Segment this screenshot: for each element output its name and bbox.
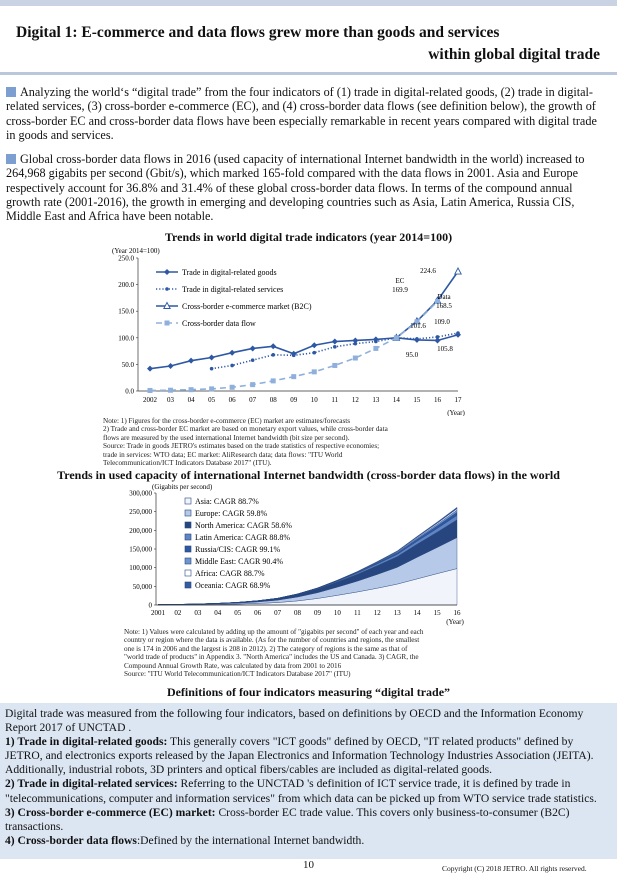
- data-point-square: [373, 346, 378, 351]
- legend-label: Europe: CAGR 59.8%: [195, 509, 268, 518]
- header-bottom-rule: [0, 72, 617, 75]
- data-point-dot: [210, 367, 214, 371]
- chart2-note-line: Note: 1) Values were calculated by adding up the amount of "gigabits per second" of each year and each: [124, 628, 424, 636]
- intro-paragraph-1: [6, 85, 609, 142]
- chart1-note-line: trade in services: WTO data; EC market: AliResearch data; data flows: "ITU World: [103, 450, 343, 459]
- data-point-dot: [251, 358, 255, 362]
- x-tick-label: 13: [372, 396, 380, 404]
- definition-head: 2) Trade in digital-related services:: [5, 777, 178, 791]
- definitions-intro: Digital trade was measured from the following four indicators, based on definitions by OECD and the Information Economy Report 2017 of UNCTAD .: [5, 707, 584, 735]
- intro-text-2: Global cross-border data flows in 2016 (used capacity of international Internet bandwidth in the world) increased to 264,968 gigabits per second (Gbit/s), which marked 165-fold compared with the data flows in 2001. Asia and Europe respectively account for 36.8% and 31.4% of these global cross-border data flows. In terms of the compound annual growth rate (2001-2016), the growth in emerging and developing countries such as Asia, Latin America, Russia CIS, Middle East and Africa have been notable.: [6, 152, 585, 224]
- y-unit-label: (Gigabits per second): [152, 483, 213, 491]
- x-tick-label: 13: [393, 609, 401, 617]
- x-tick-label: 17: [454, 396, 462, 404]
- y-tick-label: 200.0: [118, 281, 134, 290]
- y-tick-label: 100.0: [118, 334, 134, 343]
- data-point-dot: [165, 287, 169, 291]
- x-tick-label: 16: [453, 609, 461, 617]
- y-tick-label: 300,000: [129, 489, 152, 498]
- legend-label: Trade in digital-related services: [182, 285, 284, 294]
- data-point-square: [271, 378, 276, 383]
- x-tick-label: 02: [174, 609, 182, 617]
- chart2-note-line: country or region where the data is available. (As for the number of countries and regions, the smallest: [124, 636, 420, 645]
- data-point-square: [165, 321, 170, 326]
- x-tick-label: 15: [433, 609, 441, 617]
- chart2-note-line: one is 174 in 2006 and the largest is 208 in 2012). 2) The category of regions is the same as that of: [124, 644, 408, 653]
- chart1-note-line: flows are measured by the used international Internet bandwidth (bit size per second).: [103, 433, 350, 442]
- annotation-value: 169.9: [392, 286, 408, 294]
- data-point-square: [148, 388, 153, 393]
- definition-head: 4) Cross-border data flows: [5, 833, 137, 847]
- series-cross-border-data-flow: [148, 299, 440, 393]
- definition-head: 3) Cross-border e-commerce (EC) market:: [5, 805, 216, 819]
- y-tick-label: 250.0: [118, 254, 134, 263]
- chart1-notes: [103, 417, 463, 467]
- data-point-square: [168, 388, 173, 393]
- chart2-svg: [100, 481, 475, 627]
- annotation-value: 109.0: [434, 318, 450, 326]
- x-tick-label: 07: [249, 396, 257, 404]
- x-tick-label: 07: [274, 609, 282, 617]
- data-point-diamond: [332, 339, 338, 345]
- data-point-diamond: [270, 343, 276, 349]
- data-point-square: [189, 387, 194, 392]
- legend-label: Trade in digital-related goods: [182, 268, 277, 277]
- data-point-dot: [271, 353, 275, 357]
- copyright: Copyright (C) 2018 JETRO. All rights reserved.: [442, 864, 587, 873]
- definition-body: This generally covers "ICT goods" defined by OECD, "IT related products" defined by JETRO, and electronics exports released by the Japan Electronics and Information Technology Industries Association (JEITA). Additionally, industrial robots, 3D printers and optical fibers/cables are included as digital-related goods.: [5, 735, 594, 777]
- legend-swatch: [185, 582, 191, 588]
- x-tick-label: 15: [413, 396, 421, 404]
- definition-head: 1) Trade in digital-related goods:: [5, 735, 168, 749]
- data-point-dot: [312, 351, 316, 355]
- y-tick-label: 50.0: [121, 360, 134, 369]
- legend-swatch: [185, 534, 191, 540]
- data-point-square: [209, 386, 214, 391]
- bullet-square-icon: [6, 87, 16, 97]
- chart2-notes: [124, 628, 469, 678]
- data-point-square: [394, 335, 399, 340]
- data-point-diamond: [311, 342, 317, 348]
- x-unit-label: (Year): [447, 409, 465, 416]
- data-point-diamond: [168, 363, 174, 369]
- x-tick-label: 08: [269, 396, 277, 404]
- data-point-dot: [333, 345, 337, 349]
- header-top-band: [0, 0, 617, 6]
- x-tick-label: 04: [187, 396, 195, 404]
- legend-label: Cross-border data flow: [182, 319, 256, 328]
- bullet-square-icon: [6, 154, 16, 164]
- data-point-square: [353, 356, 358, 361]
- chart1-note-line: Source: Trade in goods JETRO's estimates based on the trade statistics of respective economies;: [103, 442, 380, 451]
- definitions-title: Definitions of four indicators measuring “digital trade”: [166, 685, 451, 699]
- y-tick-label: 0: [148, 601, 152, 610]
- y-tick-label: 200,000: [129, 526, 152, 535]
- data-point-dot: [456, 331, 460, 335]
- x-tick-label: 05: [208, 396, 216, 404]
- definition-body: Referring to the UNCTAD 's definition of ICT service trade, it is defined by trade in "telecommunications, computer and information services" from which data can be picked up from WTO service trade statistics.: [5, 777, 597, 805]
- legend-label: Asia: CAGR 88.7%: [195, 497, 259, 506]
- x-tick-label: 04: [214, 609, 222, 617]
- y-tick-label: 150,000: [129, 545, 152, 554]
- x-unit-label: (Year): [446, 618, 464, 626]
- definition-item: [5, 806, 610, 834]
- x-tick-label: 05: [234, 609, 242, 617]
- legend-swatch: [185, 498, 191, 504]
- legend-label: Middle East: CAGR 90.4%: [195, 557, 283, 566]
- legend-label: Russia/CIS: CAGR 99.1%: [195, 545, 281, 554]
- y-tick-label: 250,000: [129, 508, 152, 517]
- page-number: 10: [303, 859, 314, 871]
- legend-swatch: [185, 558, 191, 564]
- data-point-diamond: [164, 269, 170, 275]
- x-tick-label: 03: [167, 396, 175, 404]
- data-point-dot: [292, 354, 296, 358]
- chart2-title: Trends in used capacity of international Internet bandwidth (cross-border data flows) in the world: [57, 468, 560, 482]
- legend-label: Oceania: CAGR 68.9%: [195, 581, 271, 590]
- data-point-dot: [436, 335, 440, 339]
- definition-item: [5, 834, 610, 848]
- data-point-diamond: [250, 345, 256, 351]
- y-tick-label: 50,000: [132, 582, 152, 591]
- data-point-diamond: [147, 366, 153, 372]
- definition-item: [5, 777, 610, 805]
- x-tick-label: 2002: [143, 396, 157, 404]
- x-tick-label: 11: [331, 396, 339, 404]
- x-tick-label: 16: [433, 396, 441, 404]
- definition-body: Cross-border EC trade value. This covers only business-to-consumer (B2C) transactions.: [5, 805, 570, 833]
- annotation-value: 168.5: [436, 302, 452, 310]
- data-point-dot: [374, 340, 378, 344]
- data-point-square: [312, 369, 317, 374]
- legend-swatch: [185, 570, 191, 576]
- data-point-dot: [354, 342, 358, 346]
- y-tick-label: 100,000: [129, 564, 152, 573]
- x-tick-label: 08: [294, 609, 302, 617]
- data-point-diamond: [229, 350, 235, 356]
- page-title-line1: Digital 1: E-commerce and data flows grew more than goods and services: [16, 24, 500, 41]
- data-point-triangle: [455, 268, 461, 274]
- x-tick-label: 12: [373, 609, 381, 617]
- annotation-label: Data: [437, 293, 451, 301]
- legend-label: Africa: CAGR 88.7%: [195, 569, 265, 578]
- x-tick-label: 11: [353, 609, 361, 617]
- x-tick-label: 12: [351, 396, 359, 404]
- x-tick-label: 10: [310, 396, 318, 404]
- chart2-note-line: Source: "ITU World Telecommunication/ICT Indicators Database 2017" (ITU): [124, 670, 351, 679]
- data-point-dot: [230, 364, 234, 368]
- data-point-square: [230, 385, 235, 390]
- definitions-text: [5, 707, 610, 848]
- data-point-diamond: [209, 354, 215, 360]
- data-point-dot: [415, 337, 419, 341]
- chart1-note-line: Telecommunication/ICT Indicators Database 2017" (ITU).: [103, 459, 272, 468]
- intro-text-1: Analyzing the world‘s “digital trade” from the four indicators of (1) trade in digital-related goods, (2) trade in digital-related services, (3) cross-border e-commerce (EC), and (4) cross-border data flows (see definition below), the growth of cross-border EC and cross-border data flows have been especially remarkable in recent years compared with digital trade in goods and services.: [6, 85, 597, 142]
- x-tick-label: 06: [228, 396, 236, 404]
- chart1-svg: [100, 244, 470, 416]
- x-tick-label: 03: [194, 609, 202, 617]
- chart1-note-line: 2) Trade and cross-border EC market are based on monetary export values, while cross-border data: [103, 425, 388, 434]
- y-unit-label: (Year 2014=100): [112, 247, 160, 255]
- annotation-label: EC: [395, 277, 405, 285]
- legend-label: Cross-border e-commerce market (B2C): [182, 302, 312, 311]
- chart2-note-line: "world trade of products" in Appendix 3. "North America" includes the US and Canada. 3) CAGR, the: [124, 653, 419, 662]
- data-point-square: [332, 363, 337, 368]
- x-tick-label: 14: [392, 396, 400, 404]
- annotation-value: 105.8: [437, 345, 453, 353]
- chart2-note-line: Compound Annual Growth Rate, was calculated by data from 2001 to 2016: [124, 661, 342, 670]
- y-tick-label: 0.0: [125, 387, 134, 396]
- legend-swatch: [185, 522, 191, 528]
- intro-paragraph-2: [6, 152, 609, 223]
- legend-swatch: [185, 510, 191, 516]
- legend-swatch: [185, 546, 191, 552]
- definition-body: :Defined by the international Internet bandwidth.: [136, 833, 365, 847]
- data-point-diamond: [188, 358, 194, 364]
- data-point-square: [291, 374, 296, 379]
- definition-item: [5, 735, 610, 777]
- x-tick-label: 09: [290, 396, 298, 404]
- annotation-value: 95.0: [405, 351, 419, 359]
- x-tick-label: 06: [254, 609, 262, 617]
- legend-label: Latin America: CAGR 88.8%: [195, 533, 291, 542]
- x-tick-label: 2001: [151, 609, 165, 617]
- legend-label: North America: CAGR 58.6%: [195, 521, 292, 530]
- x-tick-label: 14: [413, 609, 421, 617]
- page-title-line2: within global digital trade: [428, 46, 600, 63]
- data-point-square: [250, 382, 255, 387]
- x-tick-label: 09: [313, 609, 321, 617]
- annotation-value: 101.6: [410, 322, 426, 330]
- x-tick-label: 10: [333, 609, 341, 617]
- y-tick-label: 150.0: [118, 307, 134, 316]
- annotation-value: 224.6: [420, 267, 436, 275]
- chart1-title: Trends in world digital trade indicators (year 2014=100): [164, 230, 453, 244]
- chart1-note-line: Note: 1) Figures for the cross-border e-commerce (EC) market are estimates/forecasts: [103, 417, 351, 425]
